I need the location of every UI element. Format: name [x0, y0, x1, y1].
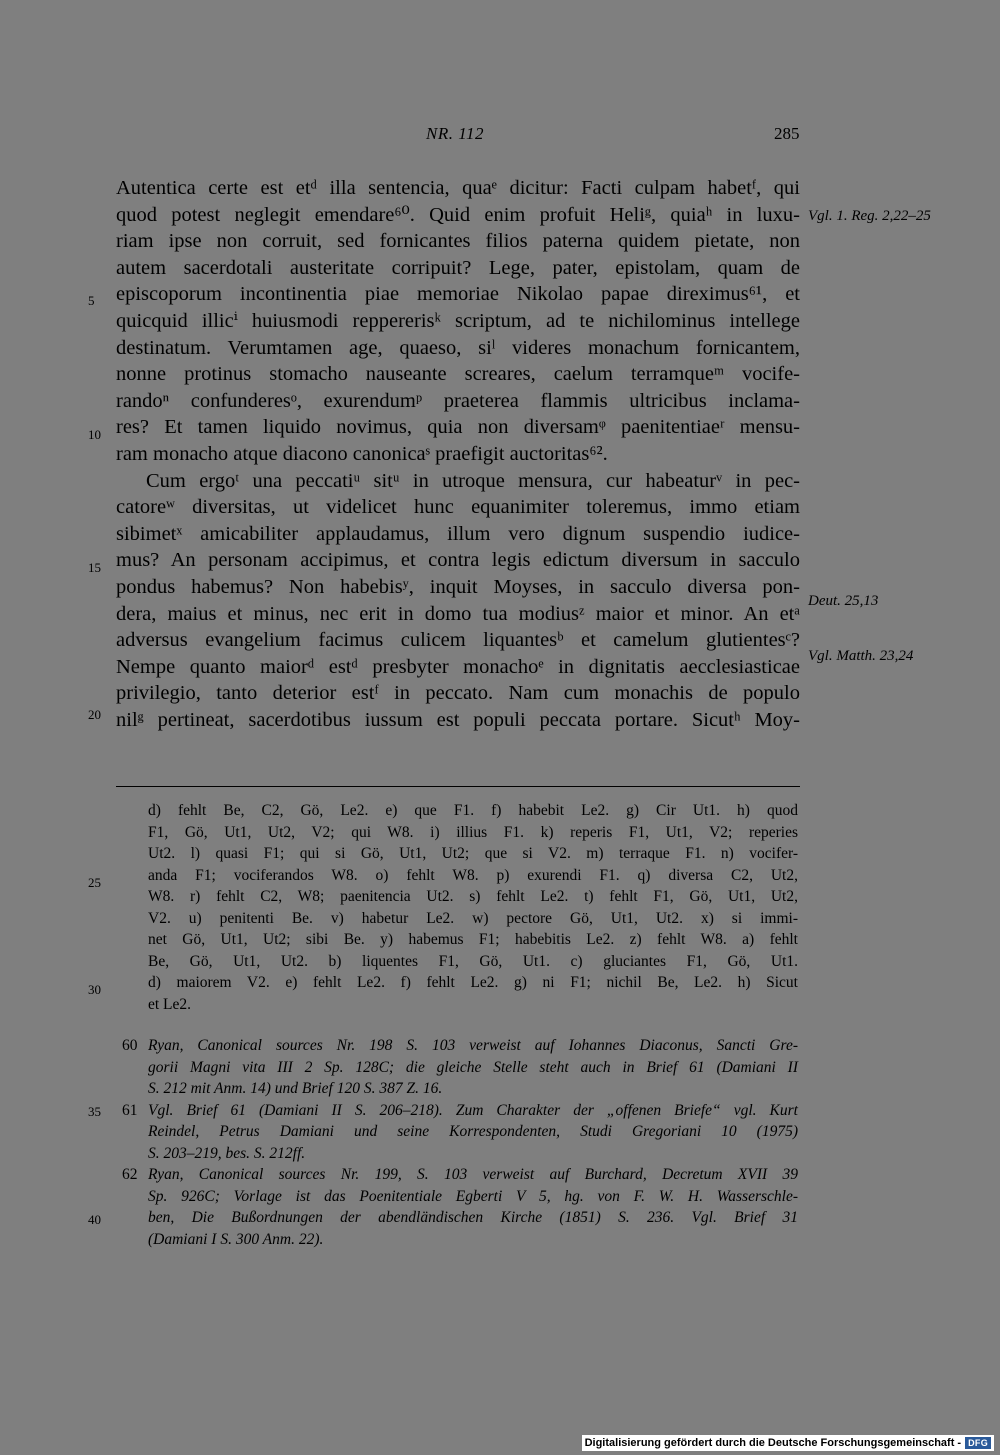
- note-line: S. 203–219, bes. S. 212ff.: [148, 1144, 306, 1162]
- running-head-title: NR. 112: [426, 124, 484, 143]
- text-line: dera, maius et minus, nec erit in domo tua modiusᶻ maior et minor. An etᵃ: [116, 602, 800, 625]
- text-line: nilᵍ pertineat, sacerdotibus iussum est populi peccata portare. Sicutʰ Moy-: [116, 708, 800, 731]
- text-line: pondus habemus? Non habebisʸ, inquit Moyses, in sacculo diversa pon-: [116, 575, 800, 598]
- margin-reference: Vgl. Matth. 23,24: [808, 648, 914, 664]
- note: [122, 1035, 798, 1100]
- main-text: [116, 175, 800, 733]
- text-line: mus? An personam accipimus, et contra legis edictum diversum in sacculo: [116, 549, 800, 572]
- text-line: destinatum. Verumtamen age, quaeso, siˡ videres monachum fornicantem,: [116, 336, 800, 359]
- footer-text: Digitalisierung gefördert durch die Deutsche Forschungsgemeinschaft -: [584, 1437, 962, 1449]
- dfg-logo-icon: DFG: [965, 1437, 991, 1449]
- line-number: 30: [88, 982, 101, 997]
- apparatus-line: et Le2.: [148, 995, 192, 1013]
- text-line: Nempe quanto maiorᵈ estᵈ presbyter monachoᵉ in dignitatis aecclesiasticae: [116, 655, 800, 678]
- note-line: ben, Die Bußordnungen der abendländischen Kirche (1851) S. 236. Vgl. Brief 31: [148, 1209, 798, 1226]
- margin-reference: Deut. 25,13: [808, 593, 879, 609]
- text-line: sibimetˣ amicabiliter applaudamus, illum vero dignum suspendio iudice-: [116, 522, 800, 545]
- apparatus-line: F1, Gö, Ut1, Ut2, V2; qui W8. i) illius F1. k) reperis F1, Ut1, V2; reperies: [148, 823, 798, 841]
- text-line: privilegio, tanto deterior estᶠ in peccato. Nam cum monachis de populo: [116, 682, 800, 705]
- text-line: riam ipse non corruit, sed fornicantes filios paterna quidem pietate, non: [116, 230, 800, 253]
- text-line: episcoporum incontinentia piae memoriae Nikolao papae direximus⁶¹, et: [116, 283, 800, 306]
- digitization-footer: [582, 1435, 994, 1451]
- note-line: Reindel, Petrus Damiani und seine Korrespondenten, Studi Gregoriani 10 (1975): [148, 1123, 798, 1140]
- line-number: 10: [88, 427, 101, 442]
- footnote-rule: [116, 786, 800, 787]
- note-line: Vgl. Brief 61 (Damiani II S. 206–218). Zum Charakter der „offenen Briefe“ vgl. Kurt: [148, 1101, 798, 1119]
- page-number: 285: [774, 124, 800, 143]
- note-line: Sp. 926C; Vorlage ist das Poenitentiale Egberti V 5, hg. von F. W. H. Wasserschle-: [148, 1187, 798, 1205]
- critical-apparatus: [148, 800, 798, 1015]
- apparatus-line: net Gö, Ut1, Ut2; sibi Be. y) habemus F1; habebitis Le2. z) fehlt W8. a) fehlt: [148, 931, 798, 948]
- note-line: (Damiani I S. 300 Anm. 22).: [148, 1230, 324, 1248]
- text-line: ram monacho atque diacono canonicaˢ praefigit auctoritas⁶².: [116, 442, 608, 465]
- note-line: Ryan, Canonical sources Nr. 199, S. 103 verweist auf Burchard, Decretum XVII 39: [148, 1166, 798, 1183]
- margin-reference: Vgl. 1. Reg. 2,22–25: [808, 208, 931, 224]
- note-line: S. 212 mit Anm. 14) und Brief 120 S. 387 Z. 16.: [148, 1080, 443, 1097]
- text-line: quicquid illicⁱ huiusmodi reppererisᵏ scriptum, ad te nichilominus intellege: [116, 309, 800, 332]
- apparatus-line: d) maiorem V2. e) fehlt Le2. f) fehlt Le2. g) ni F1; nichil Be, Le2. h) Sicut: [148, 974, 798, 991]
- note-line: gorii Magni vita III 2 Sp. 128C; die gleiche Stelle steht auch in Brief 61 (Damiani II: [148, 1058, 798, 1076]
- apparatus-line: V2. u) penitenti Be. v) habetur Le2. w) pectore Gö, Ut1, Ut2. x) si immi-: [148, 909, 798, 927]
- line-number: 5: [88, 293, 95, 308]
- text-line: catoreʷ diversitas, ut videlicet hunc equanimiter toleremus, immo etiam: [116, 496, 800, 519]
- text-line: quod potest neglegit emendare⁶⁰. Quid enim profuit Heliᵍ, quiaʰ in luxu-: [116, 203, 800, 226]
- line-number: 15: [88, 560, 101, 575]
- note-number: 60: [122, 1037, 138, 1054]
- text-line: res? Et tamen liquido novimus, quia non diversamᵠ paenitentiaeʳ mensu-: [116, 416, 800, 439]
- note: [122, 1164, 798, 1250]
- explanatory-notes: [122, 1035, 798, 1250]
- note: [122, 1100, 798, 1165]
- note-number: 62: [122, 1166, 138, 1183]
- line-number: 40: [88, 1212, 101, 1227]
- apparatus-line: Ut2. l) quasi F1; qui si Gö, Ut1, Ut2; que si V2. m) terraque F1. n) vocifer-: [148, 845, 798, 862]
- text-line: nonne protinus stomacho nauseante screares, caelum terramqueᵐ vocife-: [116, 363, 800, 386]
- text-line: Cum ergoᵗ una peccatiᵘ sitᵘ in utroque mensura, cur habeaturᵛ in pec-: [146, 469, 800, 492]
- note-number: 61: [122, 1101, 138, 1119]
- text-line: randoⁿ confunderesᵒ, exurendumᵖ praeterea flammis ultricibus inclama-: [116, 389, 800, 412]
- line-number: 25: [88, 875, 101, 890]
- line-number: 20: [88, 707, 101, 722]
- line-number: 35: [88, 1104, 101, 1119]
- apparatus-line: anda F1; vociferandos W8. o) fehlt W8. p) exurendi F1. q) diversa C2, Ut2,: [148, 866, 798, 884]
- note-line: Ryan, Canonical sources Nr. 198 S. 103 verweist auf Iohannes Diaconus, Sancti Gre-: [148, 1037, 798, 1054]
- apparatus-line: d) fehlt Be, C2, Gö, Le2. e) que F1. f) habebit Le2. g) Cir Ut1. h) quod: [148, 802, 798, 819]
- apparatus-line: W8. r) fehlt C2, W8; paenitencia Ut2. s) fehlt Le2. t) fehlt F1, Gö, Ut1, Ut2,: [148, 888, 798, 905]
- text-line: Autentica certe est etᵈ illa sentencia, quaᵉ dicitur: Facti culpam habetᶠ, qui: [116, 177, 800, 199]
- text-line: adversus evangelium facimus culicem liquantesᵇ et camelum glutientesᶜ?: [116, 629, 800, 652]
- apparatus-line: Be, Gö, Ut1, Ut2. b) liquentes F1, Gö, Ut1. c) gluciantes F1, Gö, Ut1.: [148, 952, 798, 970]
- text-line: autem sacerdotali austeritate corripuit? Lege, pater, epistolam, quam de: [116, 256, 800, 279]
